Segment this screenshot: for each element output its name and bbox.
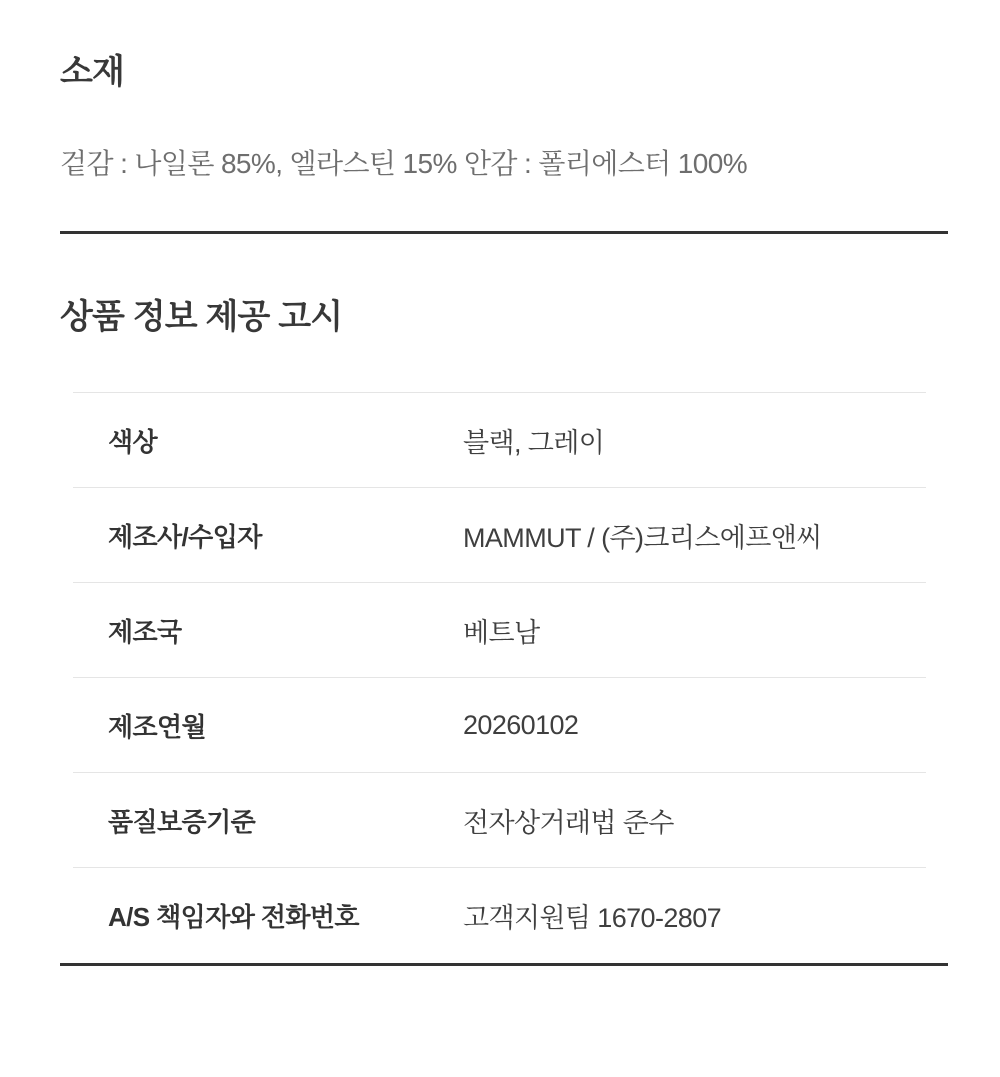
info-row-value: 블랙, 그레이 <box>463 427 605 458</box>
section-divider <box>60 231 948 234</box>
product-info-table <box>73 392 926 963</box>
info-row-value: 베트남 <box>463 617 540 648</box>
info-table-row <box>73 583 926 678</box>
product-info-section <box>60 297 948 966</box>
info-row-value: 전자상거래법 준수 <box>463 807 674 838</box>
info-row-label: 색상 <box>108 426 158 457</box>
info-row-value: 고객지원팀 1670-2807 <box>463 903 722 933</box>
info-table-row <box>73 868 926 963</box>
info-table-row <box>73 488 926 583</box>
material-section <box>60 0 948 181</box>
info-table-row <box>73 678 926 773</box>
info-row-label: A/S 책임자와 전화번호 <box>108 902 359 932</box>
info-table-row <box>73 773 926 868</box>
info-row-label: 제조사/수입자 <box>108 521 262 552</box>
info-row-value: 20260102 <box>463 709 579 740</box>
info-row-value: MAMMUT / (주)크리스에프앤씨 <box>463 522 822 553</box>
info-row-label: 제조국 <box>108 616 182 647</box>
product-info-section-title: 상품 정보 제공 고시 <box>60 298 343 336</box>
info-row-label: 제조연월 <box>108 711 207 742</box>
table-bottom-divider <box>60 963 948 966</box>
info-row-label: 품질보증기준 <box>108 806 256 837</box>
material-description: 겉감 : 나일론 85%, 엘라스틴 15% 안감 : 폴리에스터 100% <box>60 148 748 179</box>
info-table-row <box>73 393 926 488</box>
material-section-title: 소재 <box>60 53 125 91</box>
